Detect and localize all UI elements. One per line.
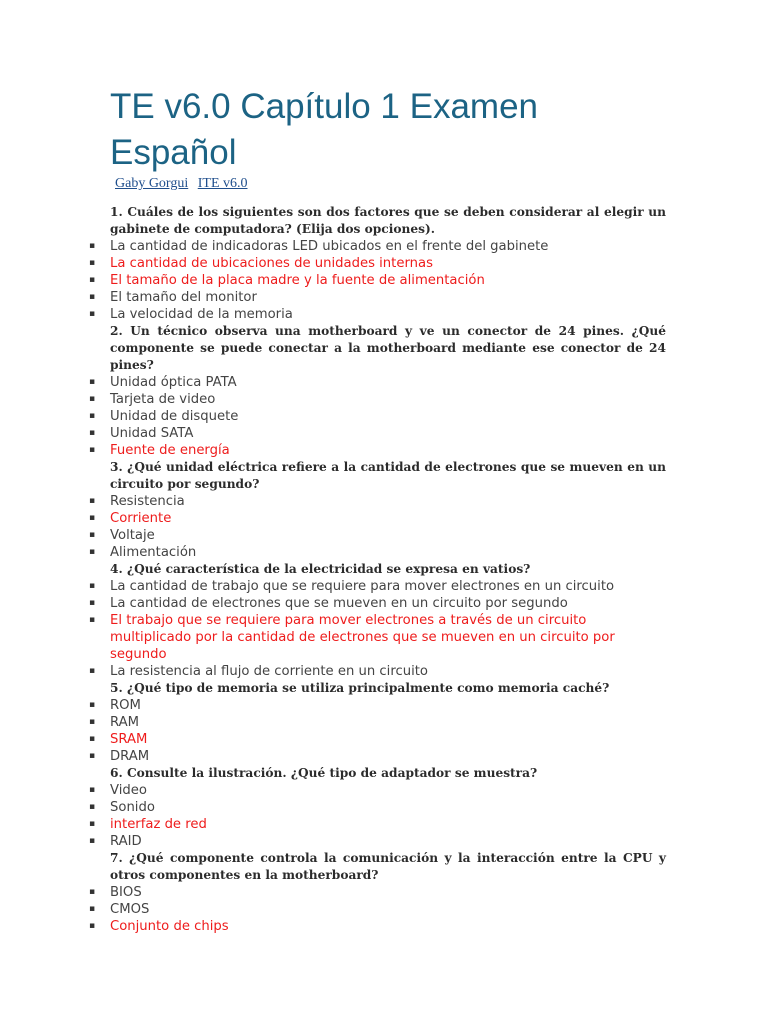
bullet-icon: ▪: [88, 377, 96, 387]
answer-option-label: La cantidad de electrones que se mueven en un circuito por segundo: [110, 596, 568, 611]
answer-option: [86, 408, 666, 425]
bullet-icon: ▪: [88, 802, 96, 812]
bullet-icon: ▪: [88, 547, 96, 557]
answer-option-label: Unidad óptica PATA: [110, 375, 237, 390]
bullet-icon: ▪: [88, 445, 96, 455]
answer-option: [86, 527, 666, 544]
answer-option: [86, 289, 666, 306]
bullet-icon: ▪: [88, 785, 96, 795]
answer-option: [86, 697, 666, 714]
bullet-icon: ▪: [88, 887, 96, 897]
bullet-icon: ▪: [88, 734, 96, 744]
category-link[interactable]: ITE v6.0: [197, 176, 248, 191]
answer-option-label: Unidad de disquete: [110, 409, 239, 424]
bullet-icon: ▪: [88, 666, 96, 676]
bullet-icon: ▪: [88, 819, 96, 829]
bullet-icon: ▪: [88, 496, 96, 506]
bullet-icon: ▪: [88, 241, 96, 251]
bullet-icon: ▪: [88, 700, 96, 710]
bullet-icon: ▪: [88, 836, 96, 846]
answer-option-label: La resistencia al flujo de corriente en un circuito: [110, 664, 428, 679]
answer-option-correct: [86, 272, 666, 289]
answer-option-label: Corriente: [110, 511, 172, 526]
bullet-icon: ▪: [88, 751, 96, 761]
answer-option: [86, 782, 666, 799]
answer-option-label: Voltaje: [110, 528, 155, 543]
bullet-icon: ▪: [88, 394, 96, 404]
answer-option-label: interfaz de red: [110, 817, 207, 832]
bullet-icon: ▪: [88, 921, 96, 931]
post-meta: [115, 175, 254, 193]
page-title: TE v6.0 Capítulo 1 Examen Español: [110, 87, 538, 172]
question-text: 6. Consulte la ilustración. ¿Qué tipo de adaptador se muestra?: [110, 766, 538, 780]
answer-option: [86, 714, 666, 731]
answer-option-label: DRAM: [110, 749, 150, 764]
answer-option: [86, 833, 666, 850]
answer-option: [86, 544, 666, 561]
bullet-icon: ▪: [88, 513, 96, 523]
answer-option-label: RAM: [110, 715, 140, 730]
answer-option-label: La velocidad de la memoria: [110, 307, 293, 322]
answer-option-correct: [86, 918, 666, 935]
answer-option-correct: [86, 731, 666, 748]
answer-option-label: CMOS: [110, 902, 150, 917]
answer-option: [86, 799, 666, 816]
answer-option-label: La cantidad de ubicaciones de unidades internas: [110, 256, 433, 271]
bullet-icon: ▪: [88, 275, 96, 285]
answer-option: [86, 884, 666, 901]
quiz-content: [86, 204, 666, 935]
answer-option: [86, 578, 666, 595]
bullet-icon: ▪: [88, 411, 96, 421]
answer-option-label: Video: [110, 783, 147, 798]
bullet-icon: ▪: [88, 530, 96, 540]
bullet-icon: ▪: [88, 717, 96, 727]
answer-option-label: El trabajo que se requiere para mover electrones a través de un circuito multiplicado por la cantidad de electrones que se mueven en un circuito por segundo: [110, 613, 615, 662]
bullet-icon: ▪: [88, 598, 96, 608]
bullet-icon: ▪: [88, 258, 96, 268]
bullet-icon: ▪: [88, 292, 96, 302]
answer-option-label: Sonido: [110, 800, 155, 815]
answer-option-correct: [86, 255, 666, 272]
answer-option-label: La cantidad de trabajo que se requiere para mover electrones en un circuito: [110, 579, 615, 594]
answer-option-label: El tamaño de la placa madre y la fuente de alimentación: [110, 273, 485, 288]
bullet-icon: ▪: [88, 615, 96, 625]
question-text: 7. ¿Qué componente controla la comunicación y la interacción entre la CPU y otros componentes en la motherboard?: [110, 851, 666, 882]
answer-option-label: Tarjeta de video: [110, 392, 216, 407]
answer-option-correct: [86, 442, 666, 459]
answer-option-label: SRAM: [110, 732, 148, 747]
answer-option: [86, 238, 666, 255]
question-text: 1. Cuáles de los siguientes son dos factores que se deben considerar al elegir un gabinete de computadora? (Elija dos opciones).: [110, 205, 666, 236]
answer-option-label: Conjunto de chips: [110, 919, 229, 934]
answer-option-label: Fuente de energía: [110, 443, 230, 458]
answer-option: [86, 748, 666, 765]
bullet-icon: ▪: [88, 581, 96, 591]
answer-option: [86, 425, 666, 442]
question-text: 3. ¿Qué unidad eléctrica refiere a la cantidad de electrones que se mueven en un circuito por segundo?: [110, 460, 666, 491]
answer-option-label: ROM: [110, 698, 141, 713]
answer-option: [86, 663, 666, 680]
bullet-icon: ▪: [88, 309, 96, 319]
question-text: 5. ¿Qué tipo de memoria se utiliza principalmente como memoria caché?: [110, 681, 610, 695]
bullet-icon: ▪: [88, 428, 96, 438]
answer-option-label: Alimentación: [110, 545, 197, 560]
answer-option: [86, 391, 666, 408]
answer-option: [86, 306, 666, 323]
answer-option-correct: [86, 612, 666, 663]
question-text: 2. Un técnico observa una motherboard y ve un conector de 24 pines. ¿Qué componente se puede conectar a la motherboard mediante ese conector de 24 pines?: [110, 324, 666, 372]
answer-option: [86, 374, 666, 391]
author-link[interactable]: Gaby Gorgui: [115, 176, 189, 191]
answer-option-correct: [86, 510, 666, 527]
answer-option-label: RAID: [110, 834, 142, 849]
answer-option: [86, 901, 666, 918]
question-text: 4. ¿Qué característica de la electricidad se expresa en vatios?: [110, 562, 531, 576]
answer-option-label: BIOS: [110, 885, 142, 900]
answer-option-label: La cantidad de indicadoras LED ubicados en el frente del gabinete: [110, 239, 549, 254]
answer-option-label: Resistencia: [110, 494, 185, 509]
answer-option: [86, 493, 666, 510]
answer-option-correct: [86, 816, 666, 833]
answer-option-label: El tamaño del monitor: [110, 290, 257, 305]
bullet-icon: ▪: [88, 904, 96, 914]
answer-option: [86, 595, 666, 612]
answer-option-label: Unidad SATA: [110, 426, 194, 441]
